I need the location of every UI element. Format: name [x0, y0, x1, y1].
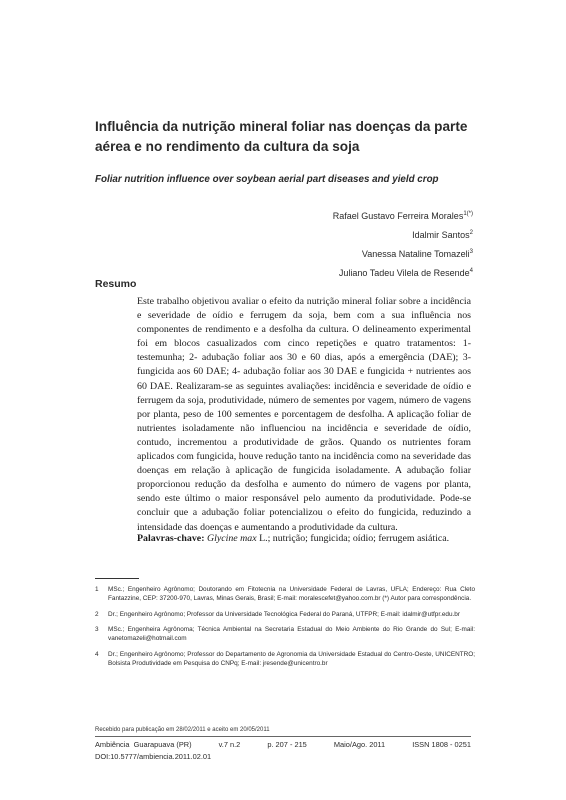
- article-title: Influência da nutrição mineral foliar nas doenças da parte aérea e no rendimento da cultura da soja: [95, 119, 468, 154]
- keywords-rest: L.; nutrição; fungicida; oídio; ferrugem asiática.: [256, 533, 450, 544]
- footnote-number: 2: [95, 610, 99, 618]
- footnotes: [95, 586, 475, 676]
- footnote: [95, 586, 475, 604]
- footer-date: Maio/Ago. 2011: [333, 740, 386, 749]
- footnote-number: 1: [95, 586, 99, 593]
- author: [333, 206, 473, 225]
- journal-place: Guarapuava (PR): [133, 740, 192, 749]
- author-name: Idalmir Santos: [412, 230, 470, 240]
- footnote: [95, 626, 475, 644]
- author-mark: 1(*): [463, 211, 473, 217]
- keywords-label: Palavras-chave: [137, 533, 202, 544]
- footnote-number: 3: [95, 626, 99, 634]
- keywords-species: Glycine max: [206, 533, 257, 544]
- footnote: [95, 611, 475, 620]
- keywords-separator: :: [201, 533, 207, 544]
- abstract-text: Este trabalho objetivou avaliar o efeito da nutrição mineral foliar sobre a incidência e severidade de oídio e ferrugem da soja, bem com a sua influência nos componentes de rendimento e a desfolha da cultura. O delineamento experimental foi em blocos casualizados com cinco repetições e quatro tratamentos: 1- testemunha; 2- adubação foliar aos 30 e 60 dias, após a emergência (DAE); 3- fungicida aos 60 DAE; 4- adubação foliar aos 30 DAE e fungicida + nutrientes aos 60 DAE. Realizaram-se as seguintes avaliações: incidência e severidade de oídio e ferrugem da soja, produtividade, número de sementes por vagem, número de vagens por planta, peso de 100 sementes e porcentagem de desfolha. A aplicação foliar de nutrientes isoladamente não influenciou na incidência e severidade de oídio, contudo, incrementou a produtividade de grãos. Quando os nutrientes foram aplicados com fungicida, houve redução tanto na incidência como na severidade das doenças em relação à aplicação de fungicida isoladamente. A adubação foliar proporcionou redução da desfolha e aumento do número de vagens por planta, sendo este último o maior responsável pelo aumento da produtividade. Pode-se concluir que a adubação foliar potencializou o efeito do fungicida, reduzindo a intensidade das doenças e aumentando a produtividade da cultura.: [137, 296, 471, 533]
- footer-journal: [95, 739, 192, 751]
- author-list: [333, 206, 473, 282]
- footer-issn: ISSN 1808 - 0251: [412, 740, 471, 749]
- footer-citation: [95, 739, 471, 751]
- footer-divider: [95, 736, 471, 737]
- footnote-text: Dr.; Engenheiro Agrônomo; Professor do Departamento de Agronomia da Universidade Estadual do Centro-Oeste, UNICENTRO; Bolsista Produtividade em Pesquisa do CNPq; E-mail: jresende@unicentro.br: [108, 650, 475, 667]
- page-footer: [95, 739, 471, 763]
- journal-name: Ambiência: [95, 740, 130, 749]
- author-name: Rafael Gustavo Ferreira Morales: [332, 211, 464, 221]
- author: [333, 263, 473, 282]
- author-name: Vanessa Nataline Tomazeli: [361, 249, 470, 259]
- footnote-text: MSc.; Engenheira Agrônoma; Técnica Ambiental na Secretaria Estadual do Meio Ambiente do Rio Grande do Sul; E-mail: vanetomazeli@hotmail.com: [108, 626, 475, 643]
- footnote-text: MSc.; Engenheiro Agrônomo; Doutorando em Fitotecnia na Universidade Federal de Lavras, UFLA; Endereço: Rua Cleto Fantazzine, CEP: 37200-970, Lavras, Minas Gerais, Brasil; E-mail: moralescefet@yahoo.com.br (*) Autor para correspondência.: [108, 586, 475, 602]
- footer-volume: v.7 n.2: [218, 740, 241, 749]
- author-mark: 4: [469, 268, 473, 274]
- footer-pages: p. 207 - 215: [267, 740, 307, 749]
- author-mark: 3: [469, 249, 473, 255]
- article-subtitle-english: Foliar nutrition influence over soybean aerial part diseases and yield crop: [95, 174, 439, 185]
- footnote-divider: [95, 578, 139, 579]
- author-name: Juliano Tadeu Vilela de Resende: [338, 268, 470, 278]
- author: [333, 225, 473, 244]
- footnote-text: Dr.; Engenheiro Agrônomo; Professor da Universidade Tecnológica Federal do Paraná, UTFPR; E-mail: idalmir@utfpr.edu.br: [108, 610, 460, 618]
- footer-doi: DOI:10.5777/ambiencia.2011.02.01: [95, 752, 212, 761]
- keywords: [137, 532, 471, 545]
- resumo-heading: Resumo: [95, 278, 137, 290]
- author-mark: 2: [469, 230, 473, 236]
- author: [333, 244, 473, 263]
- footnote: [95, 651, 475, 669]
- received-date: Recebido para publicação em 28/02/2011 e aceito em 20/05/2011: [95, 727, 270, 733]
- footnote-number: 4: [95, 650, 99, 658]
